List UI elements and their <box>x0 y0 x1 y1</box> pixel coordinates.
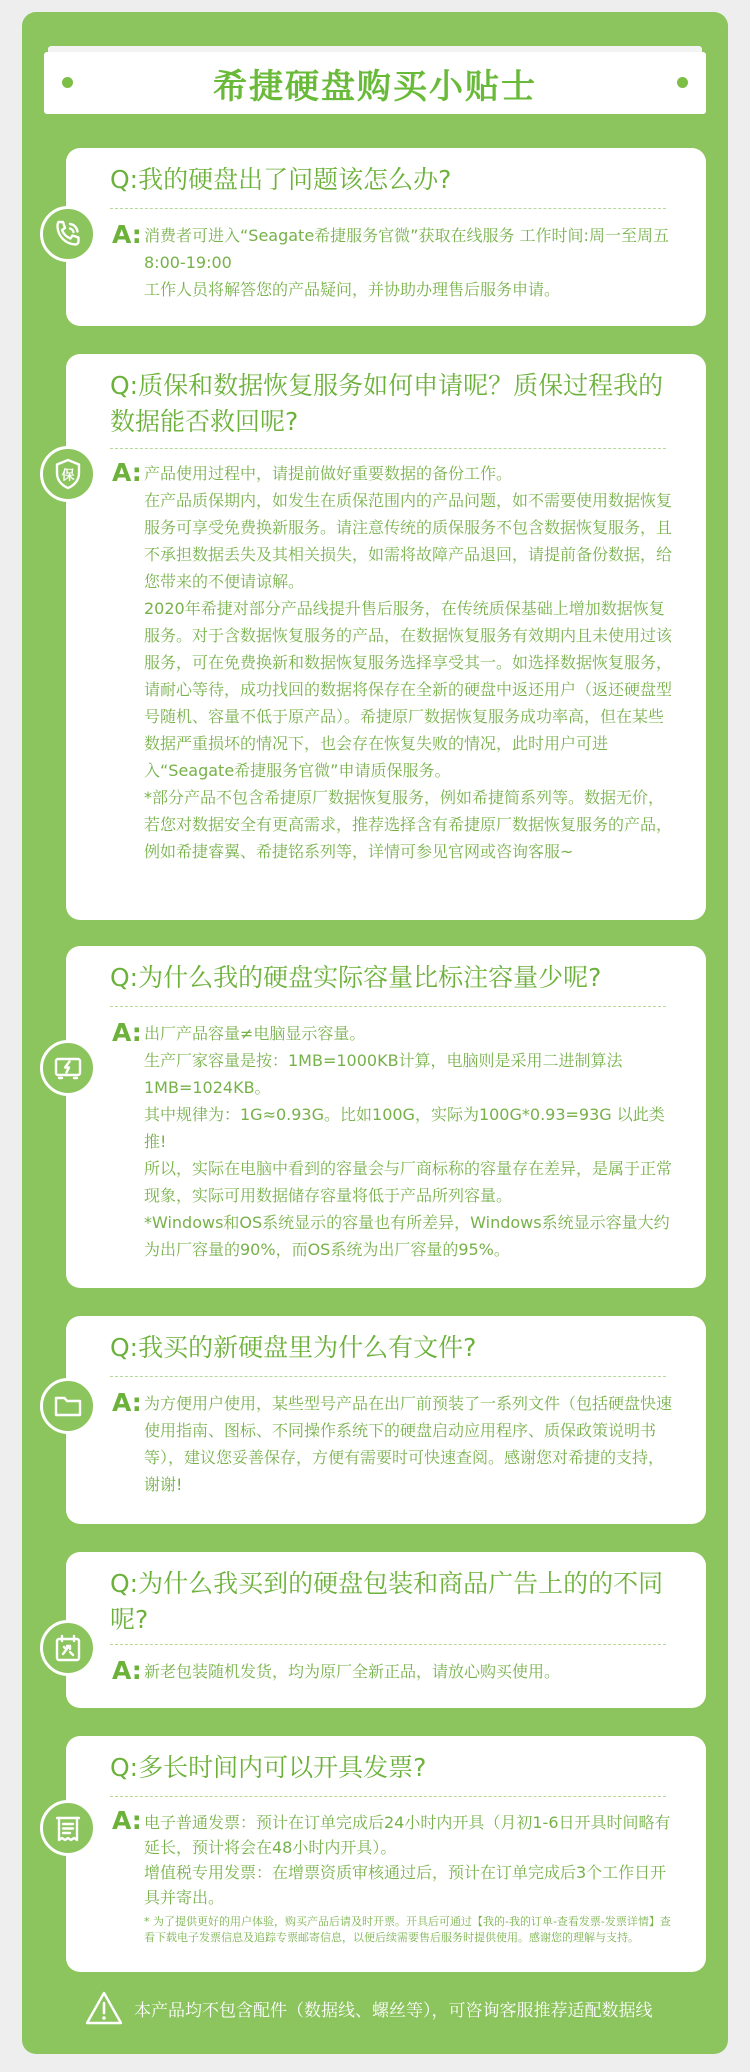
faq-card-problem <box>66 148 706 326</box>
faq-card-packaging <box>66 1552 706 1708</box>
receipt-icon <box>40 1800 96 1856</box>
banner-dot-left <box>62 77 73 88</box>
answer-marker: A: <box>112 1388 142 1417</box>
faq-card-warranty <box>66 354 706 920</box>
folder-icon <box>40 1378 96 1434</box>
dashed-divider <box>110 448 666 449</box>
faq-question: Q:我的硬盘出了问题该怎么办? <box>110 165 452 194</box>
answer-line: *Windows和OS系统显示的容量也有所差异，Windows系统显示容量大约为出厂容量的90%，而OS系统为出厂容量的95%。 <box>144 1213 670 1259</box>
answer-line: 2020年希捷对部分产品线提升售后服务，在传统质保基础上增加数据恢复服务。对于含数据恢复服务的产品，在数据恢复服务有效期内且未使用过该服务，可在免费换新和数据恢复服务选择享受其一。如选择数据恢复服务，请耐心等待，成功找回的数据将保存在全新的硬盘中返还用户（返还硬盘型号随机、容量不低于原产品）。希捷原厂数据恢复服务成功率高，但在某些数据严重损坏的情况下，也会存在恢复失败的情况，此时用户可进入“Seagate希捷服务官微”申请质保服务。 <box>144 599 673 780</box>
answer-marker: A: <box>112 1806 142 1835</box>
answer-line: 增值税专用发票：在增票资质审核通过后，预计在订单完成后3个工作日开具并寄出。 <box>144 1863 667 1907</box>
shield-icon <box>40 446 96 502</box>
answer-line: 工作人员将解答您的产品疑问，并协助办理售后服务申请。 <box>144 280 561 299</box>
faq-question: Q:为什么我买到的硬盘包装和商品广告上的的不同呢? <box>110 1569 664 1634</box>
answer-line: 其中规律为：1G≈0.93G。比如100G，实际为100G*0.93=93G 以此类推! <box>144 1105 665 1151</box>
faq-card-capacity <box>66 946 706 1288</box>
answer-line: 消费者可进入“Seagate希捷服务官微”获取在线服务 工作时间:周一至周五8:00-19:00 <box>144 226 669 272</box>
faq-answer <box>144 1658 676 1685</box>
faq-answer <box>144 1020 676 1263</box>
footer-text: 本产品均不包含配件（数据线、螺丝等），可咨询客服推荐适配数据线 <box>134 2000 653 2021</box>
invoice-note: * 为了提供更好的用户体验，购买产品后请及时开票。开具后可通过【我的-我的订单-查看发票-发票详情】查看下载电子发票信息及追踪专票邮寄信息，以便后续需要售后服务时提供使用。感谢您的理解与支持。 <box>144 1915 671 1944</box>
dashed-divider <box>110 1006 666 1007</box>
dashed-divider <box>110 208 666 209</box>
faq-question: Q:质保和数据恢复服务如何申请呢？质保过程我的数据能否救回呢? <box>110 371 664 436</box>
dashed-divider <box>110 1796 666 1797</box>
faq-answer <box>144 1390 676 1498</box>
title-banner <box>44 52 706 114</box>
warning-icon <box>84 1990 124 2026</box>
answer-marker: A: <box>112 220 142 249</box>
faq-card-invoice <box>66 1736 706 1972</box>
phone-icon <box>40 206 96 262</box>
answer-marker: A: <box>112 458 142 487</box>
faq-question: Q:为什么我的硬盘实际容量比标注容量少呢? <box>110 963 602 992</box>
faq-answer <box>144 460 676 865</box>
dashed-divider <box>110 1376 666 1377</box>
answer-line: 出厂产品容量≠电脑显示容量。 <box>144 1024 366 1043</box>
answer-line: 电子普通发票：预计在订单完成后24小时内开具（月初1-6日开具时间略有延长，预计将会在48小时内开具）。 <box>144 1813 671 1857</box>
faq-question: Q:我买的新硬盘里为什么有文件? <box>110 1333 477 1362</box>
answer-line: 所以，实际在电脑中看到的容量会与厂商标称的容量存在差异，是属于正常现象，实际可用数据储存容量将低于产品所列容量。 <box>144 1159 673 1205</box>
page-title: 希捷硬盘购买小贴士 <box>213 66 537 107</box>
faq-answer <box>144 222 676 303</box>
footer-notice <box>84 1986 704 2030</box>
answer-marker: A: <box>112 1656 142 1685</box>
faq-card-preloaded-files <box>66 1316 706 1524</box>
answer-line: 在产品质保期内，如发生在质保范围内的产品问题，如不需要使用数据恢复服务可享受免费换新服务。请注意传统的质保服务不包含数据恢复服务，且不承担数据丢失及其相关损失，如需将故障产品退回，请提前备份数据，给您带来的不便请谅解。 <box>144 491 673 591</box>
dashed-divider <box>110 1644 666 1645</box>
faq-question: Q:多长时间内可以开具发票? <box>110 1753 427 1782</box>
hard-drive-icon <box>40 1040 96 1096</box>
banner-dot-right <box>677 77 688 88</box>
answer-line: 新老包装随机发货，均为原厂全新正品，请放心购买使用。 <box>144 1662 561 1681</box>
answer-line: *部分产品不包含希捷原厂数据恢复服务，例如希捷简系列等。数据无价，若您对数据安全有更高需求，推荐选择含有希捷原厂数据恢复服务的产品，例如希捷睿翼、希捷铭系列等，详情可参见官网或咨询客服~ <box>144 788 673 861</box>
faq-answer <box>144 1810 676 1946</box>
answer-marker: A: <box>112 1018 142 1047</box>
answer-line: 为方便用户使用，某些型号产品在出厂前预装了一系列文件（包括硬盘快速使用指南、图标、不同操作系统下的硬盘启动应用程序、质保政策说明书等），建议您妥善保存，方便有需要时可快速查阅。感谢您对希捷的支持，谢谢! <box>144 1394 673 1494</box>
package-icon <box>40 1620 96 1676</box>
answer-line: 产品使用过程中，请提前做好重要数据的备份工作。 <box>144 464 513 483</box>
answer-line: 生产厂家容量是按：1MB=1000KB计算，电脑则是采用二进制算法1MB=1024KB。 <box>144 1051 623 1097</box>
shield-icon-label: 保 <box>61 468 75 484</box>
